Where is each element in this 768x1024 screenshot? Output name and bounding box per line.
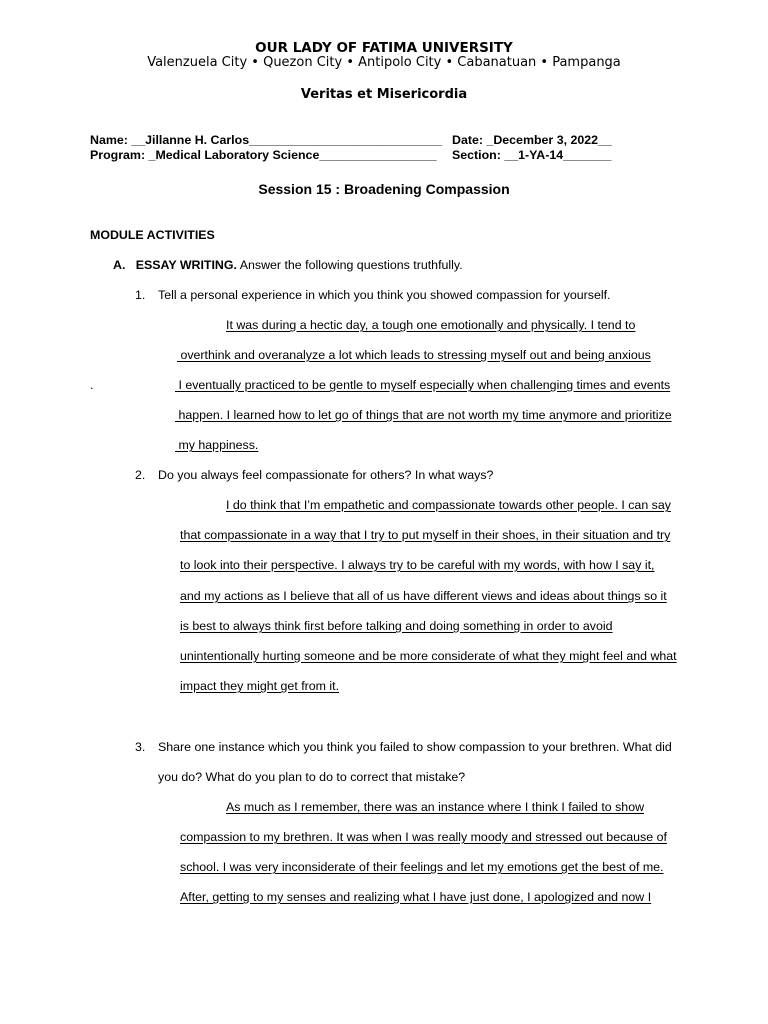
name-line: [90, 133, 442, 147]
question-2-text: Do you always feel compassionate for others? In what ways?: [158, 468, 494, 482]
section-fill: _______: [563, 148, 612, 162]
answer-3-line-1: As much as I remember, there was an instance where I think I failed to show: [226, 800, 645, 814]
answer-3-line-2: compassion to my brethren. It was when I was really moody and stressed out because of: [180, 830, 667, 844]
answer-3-line-4: After, getting to my senses and realizing what I have just done, I apologized and now I: [180, 890, 652, 904]
part-a-line: [113, 258, 463, 272]
answer-1-line-2: overthink and overanalyze a lot which leads to stressing myself out and being anxious: [177, 348, 651, 362]
program-line: [90, 148, 437, 162]
section-value: __1-YA-14: [504, 148, 564, 162]
part-a-instruction: Answer the following questions truthfully.: [239, 258, 463, 272]
date-value: _December 3, 2022__: [486, 133, 612, 147]
answer-2-line-6: unintentionally hurting someone and be more considerate of what they might feel and what: [180, 649, 677, 663]
answer-2-line-5: is best to always think first before talking and doing something in order to avoid: [180, 619, 613, 633]
part-a-title: ESSAY WRITING.: [135, 258, 237, 272]
motto: Veritas et Misericordia: [300, 87, 468, 102]
question-2-number: 2.: [135, 468, 146, 482]
answer-1-line-1: It was during a hectic day, a tough one emotionally and physically. I tend to: [226, 318, 636, 332]
program-value: _Medical Laboratory Science___: [148, 148, 341, 162]
answer-2-line-2: that compassionate in a way that I try to put myself in their shoes, in their situation and try: [180, 528, 671, 542]
answer-1-line-5: my happiness.: [175, 438, 259, 452]
date-label: Date:: [452, 133, 483, 147]
answer-1-line-3: I eventually practiced to be gentle to myself especially when challenging times and events: [175, 378, 671, 392]
program-label: Program:: [90, 148, 146, 162]
name-label: Name:: [90, 133, 128, 147]
question-3-text-line-1: Share one instance which you think you failed to show compassion to your brethren. What did: [158, 740, 672, 754]
section-line: [452, 148, 611, 162]
question-3-number: 3.: [135, 740, 146, 754]
answer-3-line-3: school. I was very inconsiderate of their feelings and let my emotions get the best of me.: [180, 860, 664, 874]
answer-1-line-4: happen. I learned how to let go of things that are not worth my time anymore and prioritize: [175, 408, 672, 422]
program-fill: ______________: [340, 148, 437, 162]
question-1-text: Tell a personal experience in which you think you showed compassion for yourself.: [158, 288, 611, 302]
answer-2-line-7: impact they might get from it.: [180, 679, 340, 693]
answer-2-line-1: I do think that I’m empathetic and compassionate towards other people. I can say: [226, 498, 671, 512]
question-1-number: 1.: [135, 288, 146, 302]
margin-dot: .: [90, 378, 94, 392]
campus-list: Valenzuela City • Quezon City • Antipolo City • Cabanatuan • Pampanga: [147, 55, 621, 70]
university-name: OUR LADY OF FATIMA UNIVERSITY: [255, 40, 513, 56]
module-heading: MODULE ACTIVITIES: [90, 228, 215, 242]
answer-2-line-3: to look into their perspective. I always try to be careful with my words, with how I say it,: [180, 558, 655, 572]
part-a-marker: A.: [113, 258, 126, 272]
date-line: [452, 133, 612, 147]
session-title: Session 15 : Broadening Compassion: [258, 181, 510, 197]
section-label: Section:: [452, 148, 501, 162]
name-value: __Jillanne H. Carlos____________________________: [131, 133, 443, 147]
question-3-text-line-2: you do? What do you plan to do to correct that mistake?: [158, 770, 466, 784]
answer-2-line-4: and my actions as I believe that all of us have different views and ideas about things so it: [180, 589, 667, 603]
